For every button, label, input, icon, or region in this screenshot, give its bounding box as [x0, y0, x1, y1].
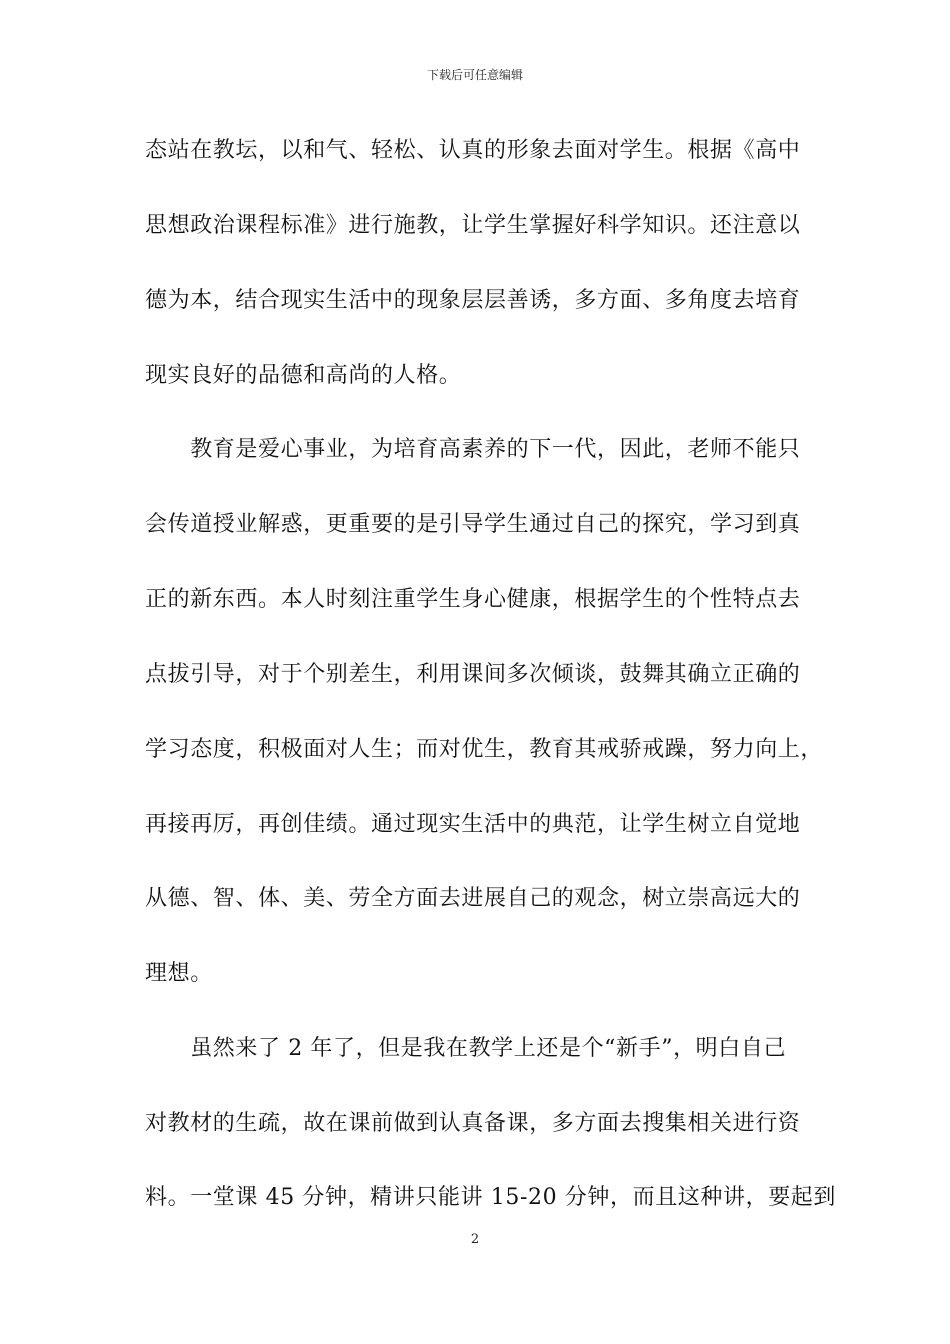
text-line: 从德、智、体、美、劳全方面去进展自己的观念，树立崇高远大的 — [145, 886, 801, 911]
text-line: 点拔引导，对于个别差生，利用课间多次倾谈，鼓舞其确立正确的 — [145, 662, 801, 687]
text-line: 态站在教坛，以和气、轻松、认真的形象去面对学生。根据《高中 — [145, 138, 801, 163]
text-line: 学习态度，积极面对人生；而对优生，教育其戒骄戒躁，努力向上， — [145, 737, 824, 762]
text-line: 虽然来了 2 年了，但是我在教学上还是个“新手”，明白自己 — [145, 1036, 787, 1061]
text-line: 对教材的生疏，故在课前做到认真备课，多方面去搜集相关进行资 — [145, 1111, 801, 1136]
text-line: 会传道授业解惑，更重要的是引导学生通过自己的探究，学习到真 — [145, 512, 801, 537]
text-line: 理想。 — [145, 961, 213, 986]
text-line: 料。一堂课 45 分钟，精讲只能讲 15-20 分钟，而且这种讲，要起到 — [145, 1185, 836, 1210]
text-line: 正的新东西。本人时刻注重学生身心健康，根据学生的个性特点去 — [145, 587, 801, 612]
text-line: 德为本，结合现实生活中的现象层层善诱，多方面、多角度去培育 — [145, 288, 801, 313]
text-line: 思想政治课程标准》进行施教，让学生掌握好科学知识。还注意以 — [145, 213, 801, 238]
text-line: 教育是爱心事业，为培育高素养的下一代，因此，老师不能只 — [145, 437, 801, 462]
text-line: 现实良好的品德和高尚的人格。 — [145, 363, 462, 388]
text-line: 再接再厉，再创佳绩。通过现实生活中的典范，让学生树立自觉地 — [145, 812, 801, 837]
page-number: 2 — [470, 1232, 480, 1247]
page-header: 下载后可任意编辑 — [426, 68, 523, 82]
